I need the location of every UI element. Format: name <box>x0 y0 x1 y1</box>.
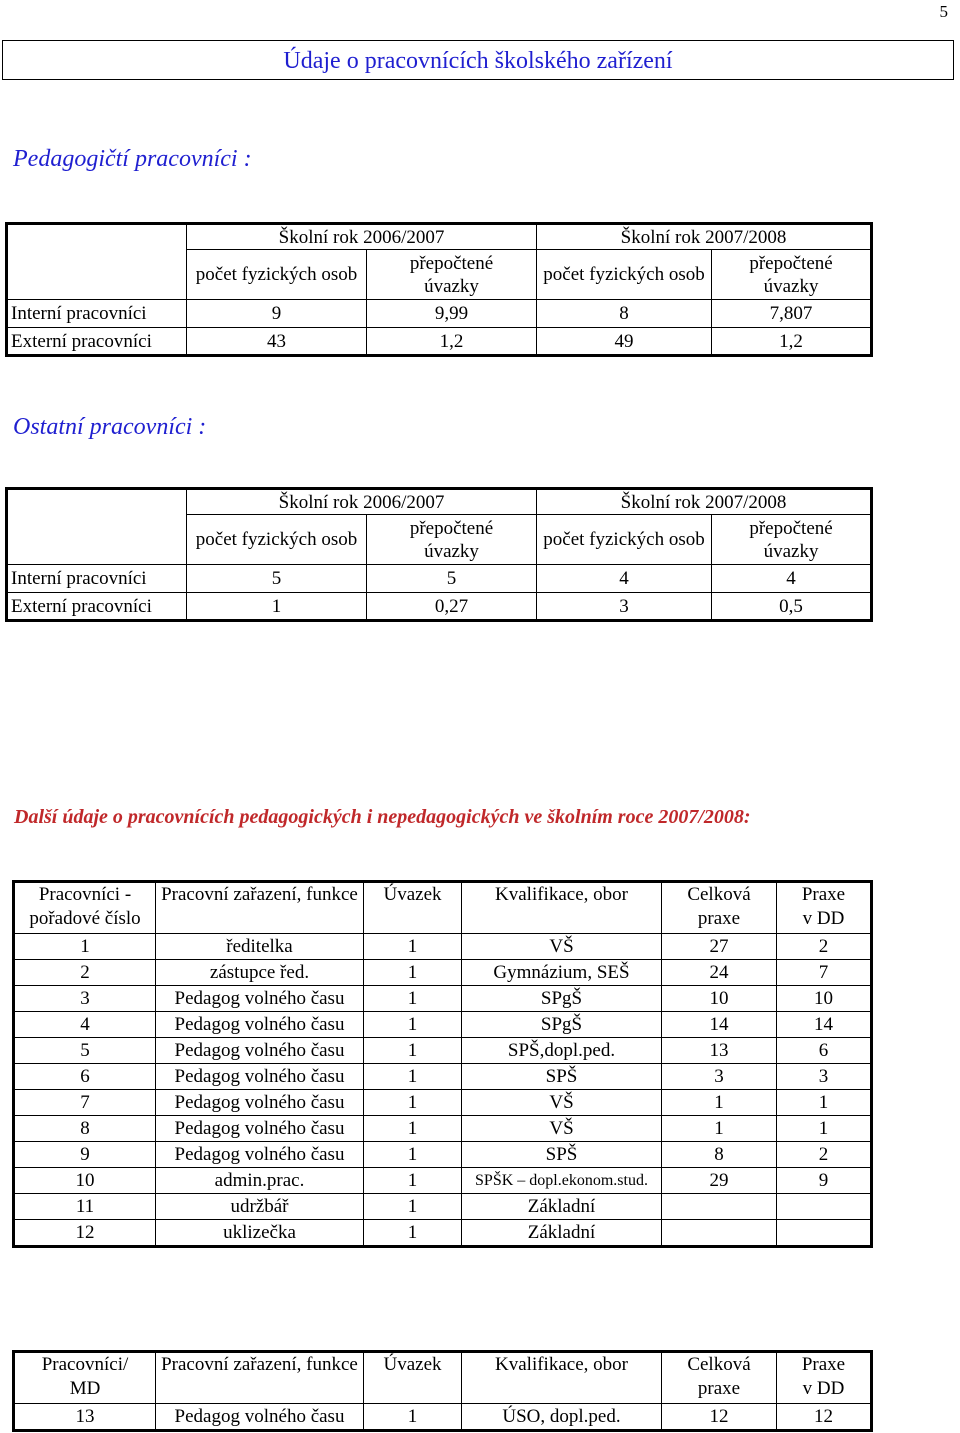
table-cell: 9 <box>14 1142 156 1168</box>
table-cell: zástupce řed. <box>156 960 364 986</box>
table-cell: admin.prac. <box>156 1168 364 1194</box>
row-label: Externí pracovníci <box>7 593 187 621</box>
table-cell: 43 <box>187 328 367 356</box>
table-cell: 1 <box>364 1038 462 1064</box>
table-cell: 13 <box>662 1038 777 1064</box>
table-cell: 8 <box>662 1142 777 1168</box>
table-cell: 2 <box>777 934 872 960</box>
table-cell: 10 <box>777 986 872 1012</box>
table-row <box>14 1012 872 1038</box>
table-cell: Základní <box>462 1194 662 1220</box>
page-title: Údaje o pracovnících školského zařízení <box>2 40 954 80</box>
table-cell: Pedagog volného času <box>156 1404 364 1431</box>
column-header: Úvazek <box>364 1352 462 1404</box>
table-cell: 1 <box>364 1194 462 1220</box>
table-cell: 3 <box>537 593 712 621</box>
year-header: Školní rok 2007/2008 <box>537 224 872 250</box>
section-heading-details: Další údaje o pracovnících pedagogických i nepedagogických ve školním roce 2007/2008: <box>14 806 751 828</box>
column-header: Kvalifikace, obor <box>462 882 662 934</box>
table-row <box>14 986 872 1012</box>
table-cell: Základní <box>462 1220 662 1247</box>
year-header: Školní rok 2006/2007 <box>187 224 537 250</box>
table-cell: 11 <box>14 1194 156 1220</box>
table-corner-cell <box>7 489 187 565</box>
table-row <box>14 1404 872 1431</box>
table-cell: 1 <box>364 986 462 1012</box>
table-row <box>14 960 872 986</box>
table-row <box>7 300 872 328</box>
column-header: Pracovníci - pořadové číslo <box>14 882 156 934</box>
table-cell: 12 <box>14 1220 156 1247</box>
column-header-fte: přepočtené úvazky <box>367 515 537 565</box>
table-cell: 8 <box>14 1116 156 1142</box>
table-cell: 1 <box>777 1090 872 1116</box>
table-cell: 1 <box>364 1142 462 1168</box>
table-cell: VŠ <box>462 1090 662 1116</box>
table-cell: 0,5 <box>712 593 872 621</box>
table-row <box>14 1064 872 1090</box>
column-header: Pracovní zařazení, funkce <box>156 882 364 934</box>
table-cell: 7 <box>14 1090 156 1116</box>
table-cell: 1 <box>662 1116 777 1142</box>
table-cell: 12 <box>777 1404 872 1431</box>
column-header: Pracovníci/ MD <box>14 1352 156 1404</box>
table-cell: Pedagog volného času <box>156 1142 364 1168</box>
table-cell <box>777 1194 872 1220</box>
table-cell: 10 <box>14 1168 156 1194</box>
table-cell: 6 <box>14 1064 156 1090</box>
table-row <box>14 1090 872 1116</box>
table-cell: ředitelka <box>156 934 364 960</box>
column-header-persons: počet fyzických osob <box>187 515 367 565</box>
table-cell: 1 <box>364 1168 462 1194</box>
table-cell: VŠ <box>462 934 662 960</box>
year-header: Školní rok 2006/2007 <box>187 489 537 515</box>
table-cell: 5 <box>187 565 367 593</box>
table-cell: 3 <box>662 1064 777 1090</box>
table-cell: 12 <box>662 1404 777 1431</box>
table-header-row <box>14 1352 872 1404</box>
column-header-fte: přepočtené úvazky <box>712 250 872 300</box>
table-cell: 1 <box>364 1116 462 1142</box>
other-staff-table <box>5 487 873 622</box>
table-cell: 1 <box>777 1116 872 1142</box>
table-cell: Pedagog volného času <box>156 986 364 1012</box>
section-heading-pedagogical: Pedagogičtí pracovníci : <box>13 146 252 172</box>
table-header-row <box>14 882 872 934</box>
table-cell: 24 <box>662 960 777 986</box>
row-label: Interní pracovníci <box>7 300 187 328</box>
table-cell: 1 <box>14 934 156 960</box>
table-row <box>14 1220 872 1247</box>
table-cell: 29 <box>662 1168 777 1194</box>
table-cell: SPŠ <box>462 1142 662 1168</box>
table-cell: udržbář <box>156 1194 364 1220</box>
table-cell: 3 <box>14 986 156 1012</box>
table-cell: SPgŠ <box>462 1012 662 1038</box>
table-cell: 1 <box>662 1090 777 1116</box>
table-cell: 4 <box>712 565 872 593</box>
table-cell: Pedagog volného času <box>156 1012 364 1038</box>
table-cell: Pedagog volného času <box>156 1116 364 1142</box>
table-row <box>7 593 872 621</box>
page-number: 5 <box>939 2 948 21</box>
section-heading-other: Ostatní pracovníci : <box>13 414 207 440</box>
table-cell: 0,27 <box>367 593 537 621</box>
table-cell: 3 <box>777 1064 872 1090</box>
column-header: Celková praxe <box>662 882 777 934</box>
year-header: Školní rok 2007/2008 <box>537 489 872 515</box>
row-label: Externí pracovníci <box>7 328 187 356</box>
table-cell: 7 <box>777 960 872 986</box>
table-cell: 4 <box>537 565 712 593</box>
table-cell: 2 <box>14 960 156 986</box>
table-cell: 9 <box>777 1168 872 1194</box>
pedagogical-staff-table <box>5 222 873 357</box>
table-cell: VŠ <box>462 1116 662 1142</box>
column-header: Celková praxe <box>662 1352 777 1404</box>
table-cell: 1,2 <box>367 328 537 356</box>
column-header: Pracovní zařazení, funkce <box>156 1352 364 1404</box>
table-cell: 27 <box>662 934 777 960</box>
table-cell: SPgŠ <box>462 986 662 1012</box>
column-header-fte: přepočtené úvazky <box>367 250 537 300</box>
table-cell: 1 <box>364 1404 462 1431</box>
column-header-fte: přepočtené úvazky <box>712 515 872 565</box>
table-cell: Pedagog volného času <box>156 1038 364 1064</box>
table-cell <box>662 1220 777 1247</box>
table-row <box>7 565 872 593</box>
table-cell: 9,99 <box>367 300 537 328</box>
column-header-persons: počet fyzických osob <box>537 250 712 300</box>
row-label: Interní pracovníci <box>7 565 187 593</box>
column-header: Úvazek <box>364 882 462 934</box>
table-cell: 1 <box>364 1090 462 1116</box>
table-cell <box>662 1194 777 1220</box>
table-cell: 1 <box>364 1064 462 1090</box>
table-cell: 1 <box>364 934 462 960</box>
table-cell: 9 <box>187 300 367 328</box>
table-cell: 6 <box>777 1038 872 1064</box>
table-cell: SPŠ,dopl.ped. <box>462 1038 662 1064</box>
table-cell: 1 <box>364 960 462 986</box>
table-cell: Gymnázium, SEŠ <box>462 960 662 986</box>
staff-details-table <box>12 880 873 1248</box>
column-header-persons: počet fyzických osob <box>537 515 712 565</box>
table-cell: 1 <box>364 1220 462 1247</box>
table-cell: 1 <box>364 1012 462 1038</box>
table-row <box>14 1168 872 1194</box>
table-cell: 10 <box>662 986 777 1012</box>
table-cell <box>777 1220 872 1247</box>
table-cell: SPŠK – dopl.ekonom.stud. <box>462 1168 662 1194</box>
table-cell: ÚSO, dopl.ped. <box>462 1404 662 1431</box>
table-cell: 1,2 <box>712 328 872 356</box>
table-cell: Pedagog volného času <box>156 1064 364 1090</box>
table-cell: 5 <box>367 565 537 593</box>
table-cell: 8 <box>537 300 712 328</box>
table-cell: uklizečka <box>156 1220 364 1247</box>
column-header: Praxe v DD <box>777 1352 872 1404</box>
table-cell: 1 <box>187 593 367 621</box>
table-row <box>14 1038 872 1064</box>
column-header-persons: počet fyzických osob <box>187 250 367 300</box>
table-cell: 14 <box>662 1012 777 1038</box>
md-staff-table <box>12 1350 873 1432</box>
column-header: Praxe v DD <box>777 882 872 934</box>
column-header: Kvalifikace, obor <box>462 1352 662 1404</box>
table-corner-cell <box>7 224 187 300</box>
table-cell: 2 <box>777 1142 872 1168</box>
table-row <box>7 328 872 356</box>
table-cell: 5 <box>14 1038 156 1064</box>
table-cell: SPŠ <box>462 1064 662 1090</box>
table-row <box>14 1142 872 1168</box>
table-cell: 13 <box>14 1404 156 1431</box>
table-cell: 49 <box>537 328 712 356</box>
table-row <box>14 1116 872 1142</box>
table-cell: 4 <box>14 1012 156 1038</box>
table-cell: 14 <box>777 1012 872 1038</box>
table-cell: Pedagog volného času <box>156 1090 364 1116</box>
table-row <box>14 934 872 960</box>
table-row <box>14 1194 872 1220</box>
table-cell: 7,807 <box>712 300 872 328</box>
